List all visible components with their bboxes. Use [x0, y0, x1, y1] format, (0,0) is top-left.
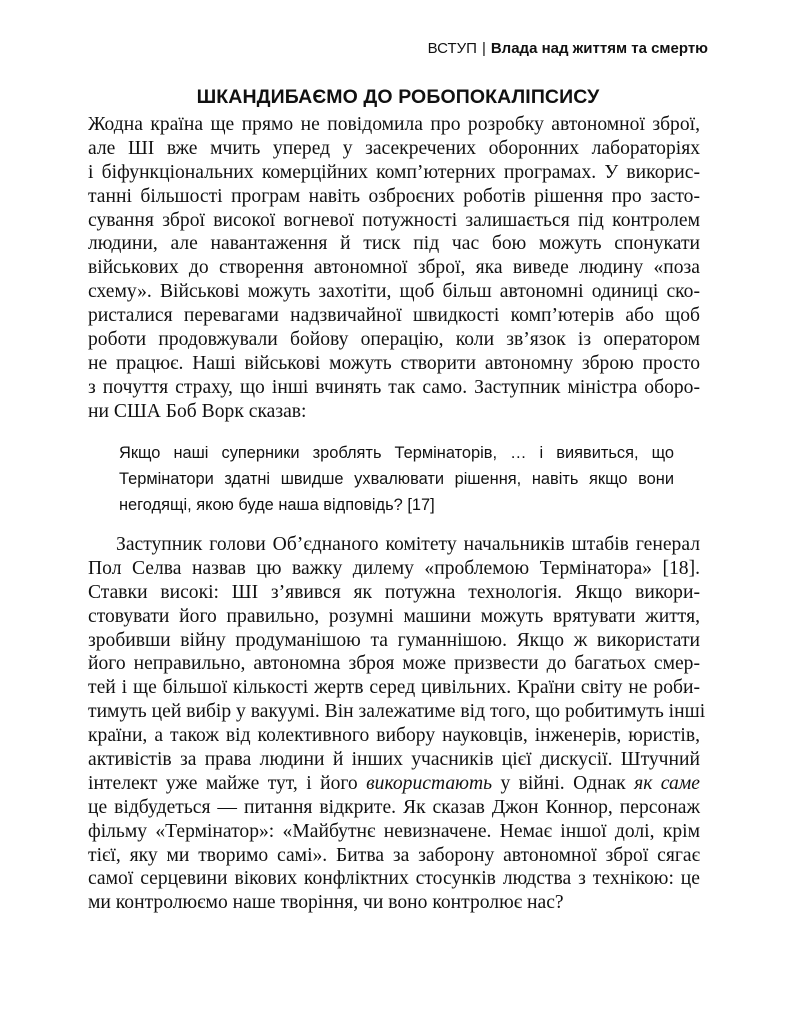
running-head [428, 40, 708, 57]
text-line: але ШІ вже мчить уперед у засекречених оборонних лабораторіях [88, 137, 700, 159]
text-line: ми контролюємо наше творіння, чи воно контролює нас? [88, 892, 564, 914]
text-line: Термінатори здатні швидше ухвалювати рішення, навіть якщо вони [119, 470, 674, 488]
paragraph-1 [88, 113, 700, 424]
running-head-section: ВСТУП [427, 40, 477, 57]
text-line: тієї, яку ми творимо самі». Битва за заборону автономної зброї сягає [88, 844, 700, 866]
text-run: інтелект уже майже тут, і його [88, 772, 367, 794]
block-quote [119, 440, 674, 518]
text-line: Ставки високі: ШІ з’явився як потужна технологія. Якщо викори- [88, 581, 700, 603]
text-line: тимуть цей вибір у вакуумі. Він залежатиме від того, що робитимуть інші [88, 701, 706, 723]
text-line: роботи продовжували бойову операцію, коли зв’язок із оператором [88, 329, 700, 351]
text-line: Заступник голови Об’єднаного комітету начальників штабів генерал [116, 534, 700, 555]
text-line: Жодна країна ще прямо не повідомила про розробку автономної зброї, [88, 114, 700, 135]
section-heading: ШКАНДИБАЄМО ДО РОБОПОКАЛІПСИСУ [196, 86, 600, 108]
text-line: сування зброї високої вогневої потужності залишається під контролем [88, 209, 700, 231]
text-line [88, 772, 700, 796]
text-line: країни, а також від колективного вибору науковців, інженерів, юристів, [88, 725, 700, 747]
text-line: не працює. Наші військові можуть створити автономну зброю просто [88, 352, 700, 374]
text-line: військових до створення автономної зброї, яка виведе людину «поза [88, 257, 700, 279]
text-line: танні більшості програм навіть озброєних роботів рішення про засто- [88, 185, 700, 207]
emphasis-text: як саме [634, 772, 700, 794]
text-line: людини, але навантаження й тиск під час бою можуть спонукати [88, 233, 700, 255]
text-line: схему». Військові можуть захотіти, щоб більш автономні одиниці ско- [88, 281, 700, 303]
text-line: ристалися перевагами надзвичайної швидкості комп’ютерів або щоб [88, 305, 700, 327]
text-line: зробивши війну продуманішою та гуманнішою. Якщо ж використати [88, 629, 700, 651]
running-head-separator: | [481, 40, 486, 57]
text-line: фільму «Термінатор»: «Майбутнє невизначене. Немає іншої долі, крім [88, 820, 700, 842]
text-line: ни США Боб Ворк сказав: [88, 400, 307, 422]
text-line: негодящі, якою буде наша відповідь? [17] [119, 496, 435, 514]
text-line: активістів за права людини й інших учасників цієї дискусії. Штучний [88, 749, 700, 771]
text-line: тей і ще більшої кількості жертв серед цивільних. Країни світу не роби- [88, 677, 700, 699]
running-head-title: Влада над життям та смертю [490, 40, 708, 57]
text-line: Якщо наші суперники зроблять Термінаторів, … і виявиться, що [119, 444, 674, 462]
emphasis-text: використають [366, 772, 493, 794]
text-line: Пол Селва назвав цю важку дилему «проблемою Термінатора» [18]. [88, 557, 700, 579]
text-line: і біфункціональних комерційних комп’ютерних програмах. У викорис- [88, 161, 700, 183]
text-line: стовувати його правильно, розумні машини можуть врятувати життя, [88, 605, 700, 627]
text-line: самої серцевини вікових конфліктних стосунків людства з технікою: це [88, 868, 700, 890]
text-run: у війні. Однак [492, 772, 635, 794]
text-line: з почуття страху, що інші вчинять так само. Заступник міністра оборо- [88, 376, 700, 398]
text-line: його неправильно, автономна зброя може призвести до багатьох смер- [88, 653, 700, 675]
text-line: це відбудеться — питання відкрите. Як сказав Джон Коннор, персонаж [88, 796, 700, 818]
paragraph-2 [88, 533, 706, 915]
